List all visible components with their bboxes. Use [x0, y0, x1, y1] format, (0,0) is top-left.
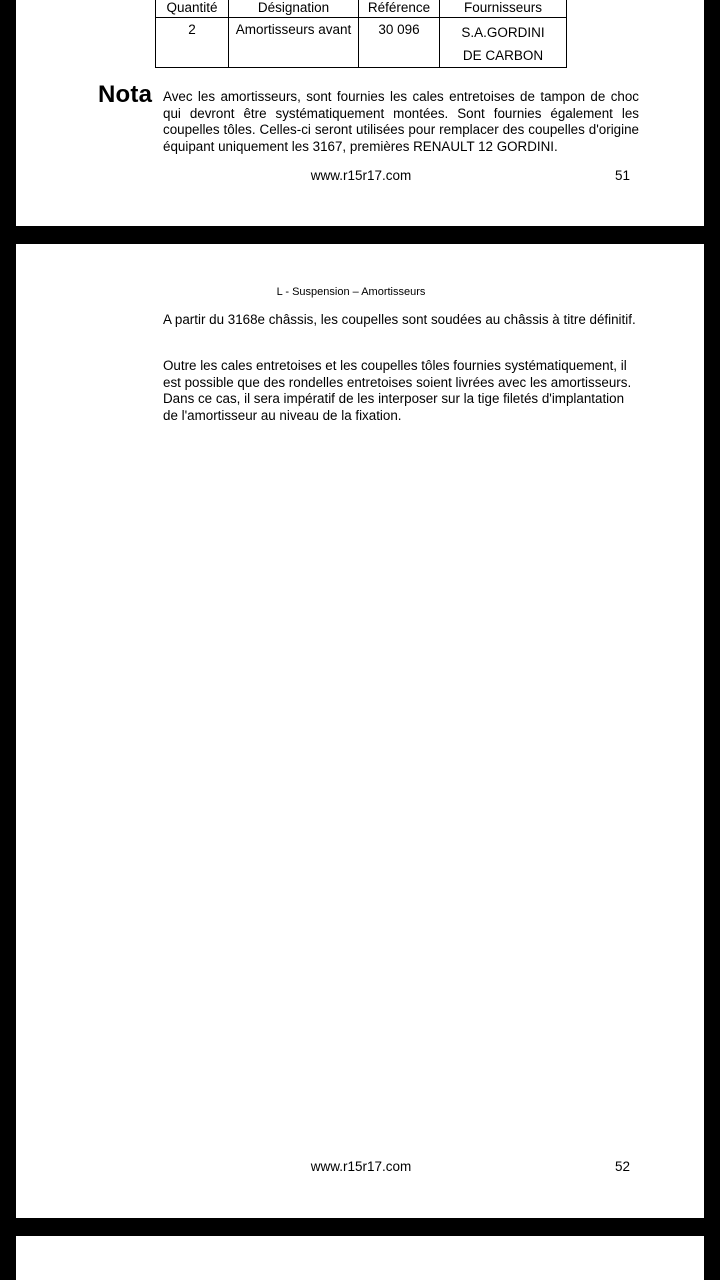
nota-paragraph: Avec les amortisseurs, sont fournies les cales entretoises de tampon de choc qui devront être systématiquement montées. Sont fournies également les coupelles tôles. Celles-ci seront utilisées pour remplacer des coupelles d'origine équipant uniquement les 3167, premières RENAULT 12 GORDINI. — [163, 89, 639, 154]
supplier-line-2: DE CARBON — [462, 48, 544, 63]
section-header: L - Suspension – Amortisseurs — [276, 286, 426, 298]
cell-quantite: 2 — [156, 18, 229, 68]
supplier-line-1: S.A.GORDINI — [461, 25, 545, 40]
paragraph-chassis: A partir du 3168e châssis, les coupelles sont soudées au châssis à titre définitif. — [163, 312, 636, 327]
page-number: 51 — [614, 168, 630, 183]
paragraph-rondelles: Outre les cales entretoises et les coupelles tôles fournies systématiquement, il est possible que des rondelles entretoises soient livrées avec les amortisseurs. Dans ce cas, il sera impératif de les interposer sur la tige filetés d'implantation de l'amortisseur au niveau de la fixation. — [163, 358, 632, 423]
document-page-51 — [16, 0, 704, 226]
document-page-52 — [16, 244, 704, 1218]
table-row — [156, 18, 567, 68]
cell-reference: 30 096 — [359, 18, 440, 68]
parts-table — [155, 0, 567, 68]
footer-url: www.r15r17.com — [310, 168, 412, 183]
column-header-fournisseurs: Fournisseurs — [440, 0, 567, 18]
cut-off-header — [276, 1272, 436, 1278]
footer-url: www.r15r17.com — [310, 1159, 412, 1174]
page-number: 52 — [614, 1159, 630, 1174]
cell-designation: Amortisseurs avant — [229, 18, 359, 68]
table-header-row — [156, 0, 567, 18]
nota-label: Nota — [98, 81, 153, 108]
cell-fournisseur — [440, 18, 567, 68]
document-page-next — [16, 1236, 704, 1280]
column-header-designation: Désignation — [229, 0, 359, 18]
column-header-reference: Référence — [359, 0, 440, 18]
column-header-quantite: Quantité — [156, 0, 229, 18]
